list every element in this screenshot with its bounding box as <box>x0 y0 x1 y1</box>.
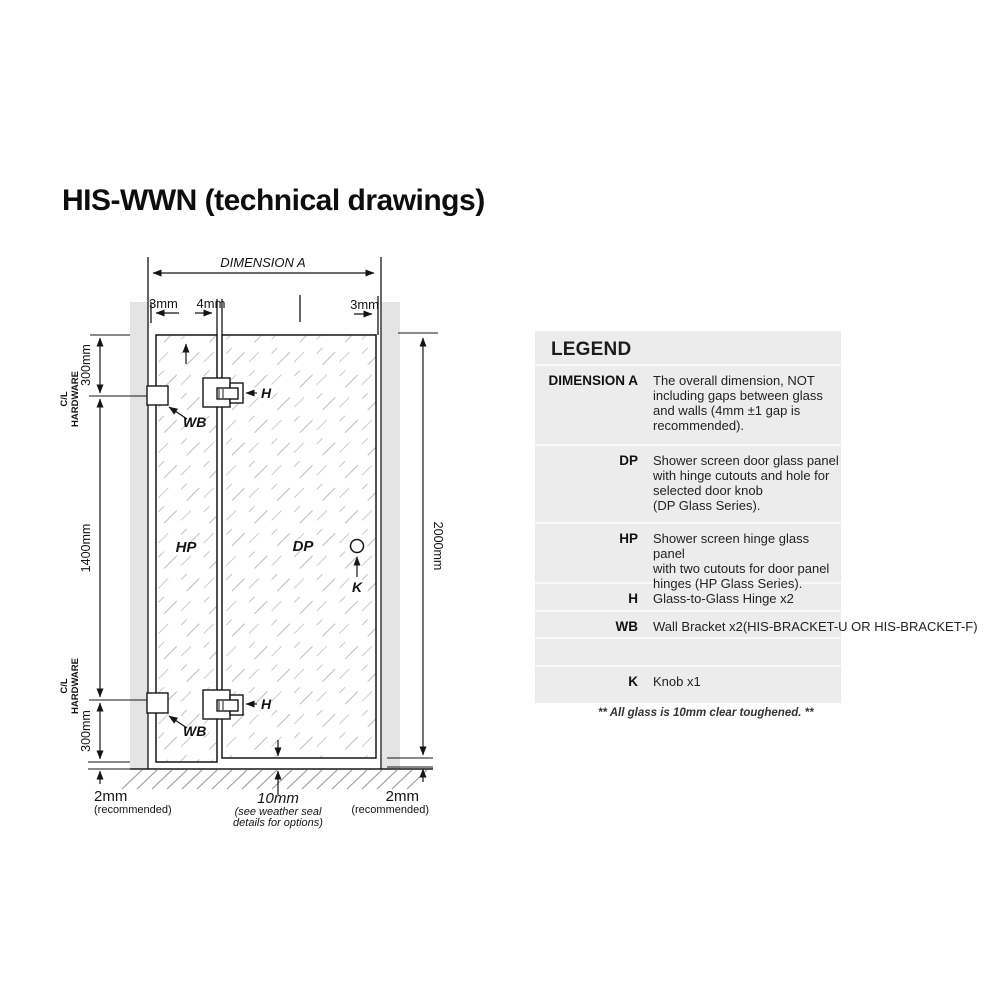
legend-desc <box>653 584 794 610</box>
floor-gap-mid-note1: (see weather seal <box>234 806 322 818</box>
floor-gap-right-value: 2mm <box>385 788 419 805</box>
dimension-a-label: DIMENSION A <box>220 255 306 270</box>
dim-2000-label: 2000mm <box>431 521 445 571</box>
legend-term: K <box>628 674 638 689</box>
legend-desc-line: Shower screen hinge glass panel <box>653 531 810 561</box>
legend-desc-line: Glass-to-Glass Hinge x2 <box>653 591 794 606</box>
legend-row-wb <box>535 610 978 637</box>
floor-gap-right-note: (recommended) <box>351 804 429 816</box>
legend-row-k <box>535 665 841 703</box>
legend-desc-line: and walls (4mm ±1 gap is <box>653 403 801 418</box>
legend-term <box>535 639 638 665</box>
dim-1400-label: 1400mm <box>79 523 93 573</box>
legend-desc <box>653 524 841 591</box>
legend-row-dp <box>535 444 841 522</box>
floor-gap-mid-value: 10mm <box>257 790 299 807</box>
legend-term: DIMENSION A <box>548 373 638 388</box>
legend-desc-line: Knob x1 <box>653 674 701 689</box>
legend-desc-line: recommended). <box>653 418 745 433</box>
legend-heading: LEGEND <box>551 339 632 360</box>
hinge-top-label: H <box>261 385 272 401</box>
panel-hp-label: HP <box>175 539 197 556</box>
cl-hardware-top-line1: C/L <box>59 391 70 407</box>
gap-mid-label: 4mm <box>196 296 226 311</box>
floor-gap-left-note: (recommended) <box>94 804 172 816</box>
legend-desc <box>653 446 839 522</box>
legend-term: WB <box>615 619 638 634</box>
legend-term: DP <box>619 453 638 468</box>
floor-gap-left-value: 2mm <box>94 788 128 805</box>
cl-hardware-top-line2: HARDWARE <box>70 371 81 427</box>
page-title: HIS-WWN (technical drawings) <box>62 184 485 217</box>
gap-right-label: 3mm <box>350 297 379 312</box>
legend-desc-line: selected door knob <box>653 483 763 498</box>
legend-desc-line: including gaps between glass <box>653 388 823 403</box>
cl-hardware-bottom-line2: HARDWARE <box>70 658 81 714</box>
legend-row-empty <box>535 637 841 665</box>
legend-term: HP <box>619 531 638 546</box>
dim-300-bottom-label: 300mm <box>79 710 93 752</box>
floor-hatch <box>122 770 427 789</box>
dim-300-top-label: 300mm <box>79 344 93 386</box>
wall-bracket-top <box>147 386 168 405</box>
glass-footnote: ** All glass is 10mm clear toughened. ** <box>598 707 814 719</box>
dim-ticks <box>151 295 378 335</box>
legend-desc <box>653 612 978 637</box>
hinge-top-notch <box>217 388 238 399</box>
knob-circle <box>351 540 364 553</box>
gap-left-label: 3mm <box>149 296 178 311</box>
cl-hardware-bottom-line1: C/L <box>59 678 70 694</box>
legend-row-dimension-a <box>535 364 841 444</box>
panel-dp-label: DP <box>292 538 314 555</box>
wall-bracket-bottom-label: WB <box>183 723 207 739</box>
hinge-bottom-notch <box>217 700 238 711</box>
legend-term: H <box>628 591 638 606</box>
legend-desc-line: with two cutouts for door panel <box>653 561 830 576</box>
legend-desc-line: with hinge cutouts and hole for <box>653 468 830 483</box>
legend-desc <box>653 667 701 703</box>
wall-bracket-bottom <box>147 693 168 713</box>
legend-desc <box>653 366 823 444</box>
wall-bracket-top-label: WB <box>183 414 207 430</box>
legend-desc-line: Shower screen door glass panel <box>653 453 839 468</box>
legend-desc-line: The overall dimension, NOT <box>653 373 815 388</box>
hinge-bottom-label: H <box>261 696 272 712</box>
legend-row-hp <box>535 522 841 591</box>
floor-gap-mid-note2: details for options) <box>233 817 323 829</box>
knob-label: K <box>351 579 363 595</box>
legend-desc-line: hinges (HP Glass Series). <box>653 576 803 591</box>
wall-right <box>382 302 400 769</box>
legend-desc-line: Wall Bracket x2(HIS-BRACKET-U OR HIS-BRACKET-F) <box>653 619 978 634</box>
legend-desc-line: (DP Glass Series). <box>653 498 761 513</box>
legend-panel <box>535 331 978 703</box>
wall-left <box>130 302 148 769</box>
